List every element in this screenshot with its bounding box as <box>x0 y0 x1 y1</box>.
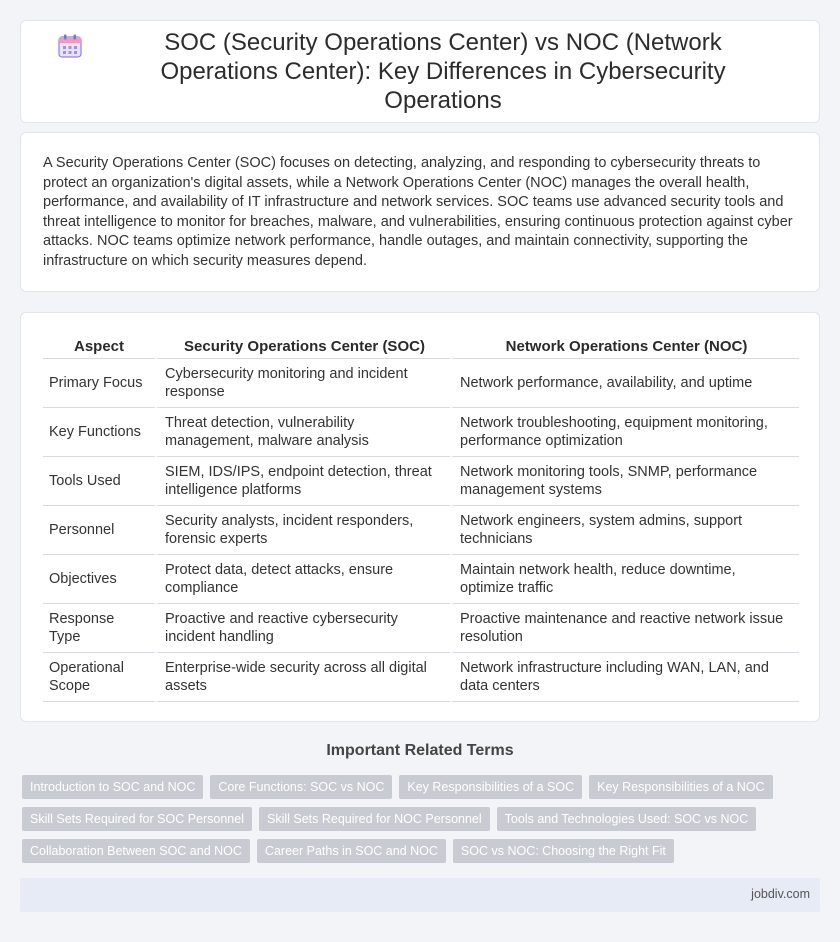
cell-aspect: Operational Scope <box>43 653 155 702</box>
cell-aspect: Tools Used <box>43 457 155 506</box>
related-terms-tags <box>22 775 822 871</box>
table-row <box>43 653 799 702</box>
table-row <box>43 604 799 653</box>
header-noc: Network Operations Center (NOC) <box>450 333 799 359</box>
intro-paragraph: A Security Operations Center (SOC) focuses on detecting, analyzing, and responding to cybersecurity threats to protect an organization's digital assets, while a Network Operations Center (NOC) manages the overall health, performance, and availability of IT infrastructure and network services. SOC teams use advanced security tools and threat intelligence to monitor for breaches, malware, and vulnerabilities, ensuring continuous protection against cyber attacks. NOC teams optimize network performance, handle outages, and maintain connectivity, supporting the infrastructure on which security measures depend. <box>43 155 793 269</box>
cell-aspect: Key Functions <box>43 408 155 457</box>
cell-soc: Security analysts, incident responders, forensic experts <box>155 506 450 555</box>
footer <box>20 878 820 912</box>
intro-card <box>20 132 820 292</box>
comparison-table-card <box>20 312 820 722</box>
tag-row <box>22 839 822 863</box>
tag-link[interactable]: Tools and Technologies Used: SOC vs NOC <box>497 807 757 831</box>
cell-soc: Cybersecurity monitoring and incident response <box>155 359 450 408</box>
cell-noc: Network performance, availability, and uptime <box>450 359 799 408</box>
cell-noc: Network engineers, system admins, support technicians <box>450 506 799 555</box>
cell-aspect: Response Type <box>43 604 155 653</box>
title-wrap <box>57 28 783 115</box>
cell-soc: Threat detection, vulnerability management, malware analysis <box>155 408 450 457</box>
comparison-table <box>43 333 799 702</box>
page-title: SOC (Security Operations Center) vs NOC (Network Operations Center): Key Differences in Cybersecurity Operations <box>160 29 726 114</box>
tag-link[interactable]: Skill Sets Required for NOC Personnel <box>259 807 490 831</box>
cell-soc: SIEM, IDS/IPS, endpoint detection, threat intelligence platforms <box>155 457 450 506</box>
cell-soc: Protect data, detect attacks, ensure compliance <box>155 555 450 604</box>
cell-noc: Network monitoring tools, SNMP, performance management systems <box>450 457 799 506</box>
tag-link[interactable]: SOC vs NOC: Choosing the Right Fit <box>453 839 674 863</box>
cell-aspect: Primary Focus <box>43 359 155 408</box>
tag-row <box>22 807 822 831</box>
table-row <box>43 555 799 604</box>
cell-soc: Proactive and reactive cybersecurity incident handling <box>155 604 450 653</box>
tag-link[interactable]: Key Responsibilities of a SOC <box>399 775 582 799</box>
footer-site-link[interactable]: jobdiv.com <box>751 887 810 901</box>
tag-link[interactable]: Skill Sets Required for SOC Personnel <box>22 807 252 831</box>
tag-link[interactable]: Key Responsibilities of a NOC <box>589 775 772 799</box>
cell-noc: Proactive maintenance and reactive network issue resolution <box>450 604 799 653</box>
tag-link[interactable]: Core Functions: SOC vs NOC <box>210 775 392 799</box>
table-row <box>43 359 799 408</box>
table-row <box>43 506 799 555</box>
cell-noc: Maintain network health, reduce downtime, optimize traffic <box>450 555 799 604</box>
header-aspect: Aspect <box>43 333 155 359</box>
tag-link[interactable]: Collaboration Between SOC and NOC <box>22 839 250 863</box>
cell-soc: Enterprise-wide security across all digital assets <box>155 653 450 702</box>
tag-row <box>22 775 822 799</box>
tag-link[interactable]: Introduction to SOC and NOC <box>22 775 203 799</box>
cell-aspect: Personnel <box>43 506 155 555</box>
table-header-row <box>43 333 799 359</box>
cell-noc: Network infrastructure including WAN, LAN, and data centers <box>450 653 799 702</box>
header-soc: Security Operations Center (SOC) <box>155 333 450 359</box>
related-terms-title: Important Related Terms <box>326 742 514 759</box>
tag-link[interactable]: Career Paths in SOC and NOC <box>257 839 446 863</box>
cell-noc: Network troubleshooting, equipment monitoring, performance optimization <box>450 408 799 457</box>
table-row <box>43 408 799 457</box>
table-row <box>43 457 799 506</box>
title-card <box>20 20 820 123</box>
cell-aspect: Objectives <box>43 555 155 604</box>
calendar-icon <box>57 33 83 59</box>
